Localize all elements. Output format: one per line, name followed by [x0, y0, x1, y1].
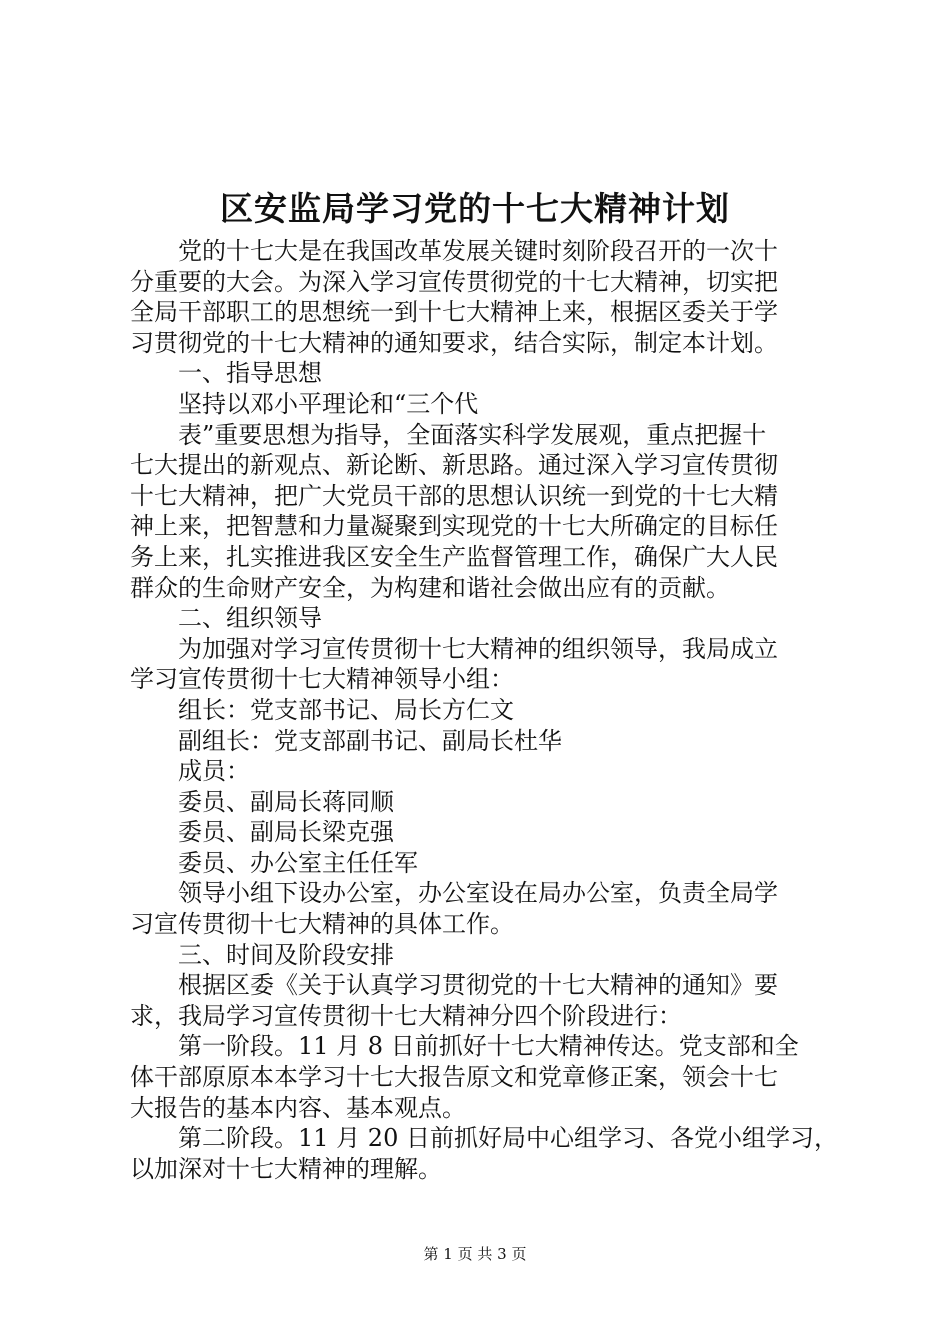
- document-title: 区安监局学习党的十七大精神计划: [220, 189, 730, 228]
- document-body: [130, 236, 838, 1184]
- text-line: 坚持以邓小平理论和“三个代: [178, 389, 479, 418]
- text-line: 神上来，把智慧和力量凝聚到实现党的十七大所确定的目标任: [130, 512, 778, 541]
- text-line: 以加深对十七大精神的理解。: [130, 1154, 442, 1183]
- text-line: 学习宣传贯彻十七大精神领导小组：: [130, 665, 514, 694]
- text-line: 党的十七大是在我国改革发展关键时刻阶段召开的一次十: [178, 237, 778, 265]
- text-line: 群众的生命财产安全，为构建和谐社会做出应有的贡献。: [130, 573, 730, 602]
- text-line: 大报告的基本内容、基本观点。: [130, 1093, 466, 1122]
- text-line: 三、时间及阶段安排: [178, 940, 394, 969]
- text-line: 委员、副局长蒋同顺: [178, 787, 394, 816]
- text-line: 第二阶段。11 月 20 日前抓好局中心组学习、各党小组学习，: [178, 1124, 838, 1153]
- text-line: 第一阶段。11 月 8 日前抓好十七大精神传达。党支部和全: [178, 1032, 799, 1061]
- text-line: 委员、办公室主任任军: [178, 848, 418, 877]
- text-line: 为加强对学习宣传贯彻十七大精神的组织领导，我局成立: [178, 634, 778, 663]
- text-line: 根据区委《关于认真学习贯彻党的十七大精神的通知》要: [178, 971, 778, 1000]
- text-line: 组长：党支部书记、局长方仁文: [178, 695, 514, 724]
- text-line: 成员：: [178, 757, 250, 786]
- text-line: 领导小组下设办公室，办公室设在局办公室，负责全局学: [178, 879, 778, 908]
- text-line: 务上来，扎实推进我区安全生产监督管理工作，确保广大人民: [130, 542, 778, 571]
- text-line: 全局干部职工的思想统一到十七大精神上来，根据区委关于学: [130, 298, 778, 327]
- text-line: 习贯彻党的十七大精神的通知要求，结合实际，制定本计划。: [130, 328, 778, 357]
- text-line: 求，我局学习宣传贯彻十七大精神分四个阶段进行：: [130, 1001, 682, 1030]
- text-line: 一、指导思想: [178, 359, 322, 388]
- text-line: 体干部原原本本学习十七大报告原文和党章修正案，领会十七: [130, 1063, 778, 1092]
- text-line: 二、组织领导: [178, 604, 322, 633]
- text-line: 十七大精神，把广大党员干部的思想认识统一到党的十七大精: [130, 481, 778, 510]
- text-line: 习宣传贯彻十七大精神的具体工作。: [130, 910, 514, 939]
- page-footer: 第 1 页 共 3 页: [423, 1245, 527, 1263]
- text-line: 委员、副局长梁克强: [178, 818, 394, 847]
- text-line: 副组长：党支部副书记、副局长杜华: [178, 726, 562, 755]
- text-line: 表”重要思想为指导，全面落实科学发展观，重点把握十: [178, 420, 767, 449]
- text-line: 分重要的大会。为深入学习宣传贯彻党的十七大精神，切实把: [130, 267, 778, 296]
- text-line: 七大提出的新观点、新论断、新思路。通过深入学习宣传贯彻: [130, 451, 778, 480]
